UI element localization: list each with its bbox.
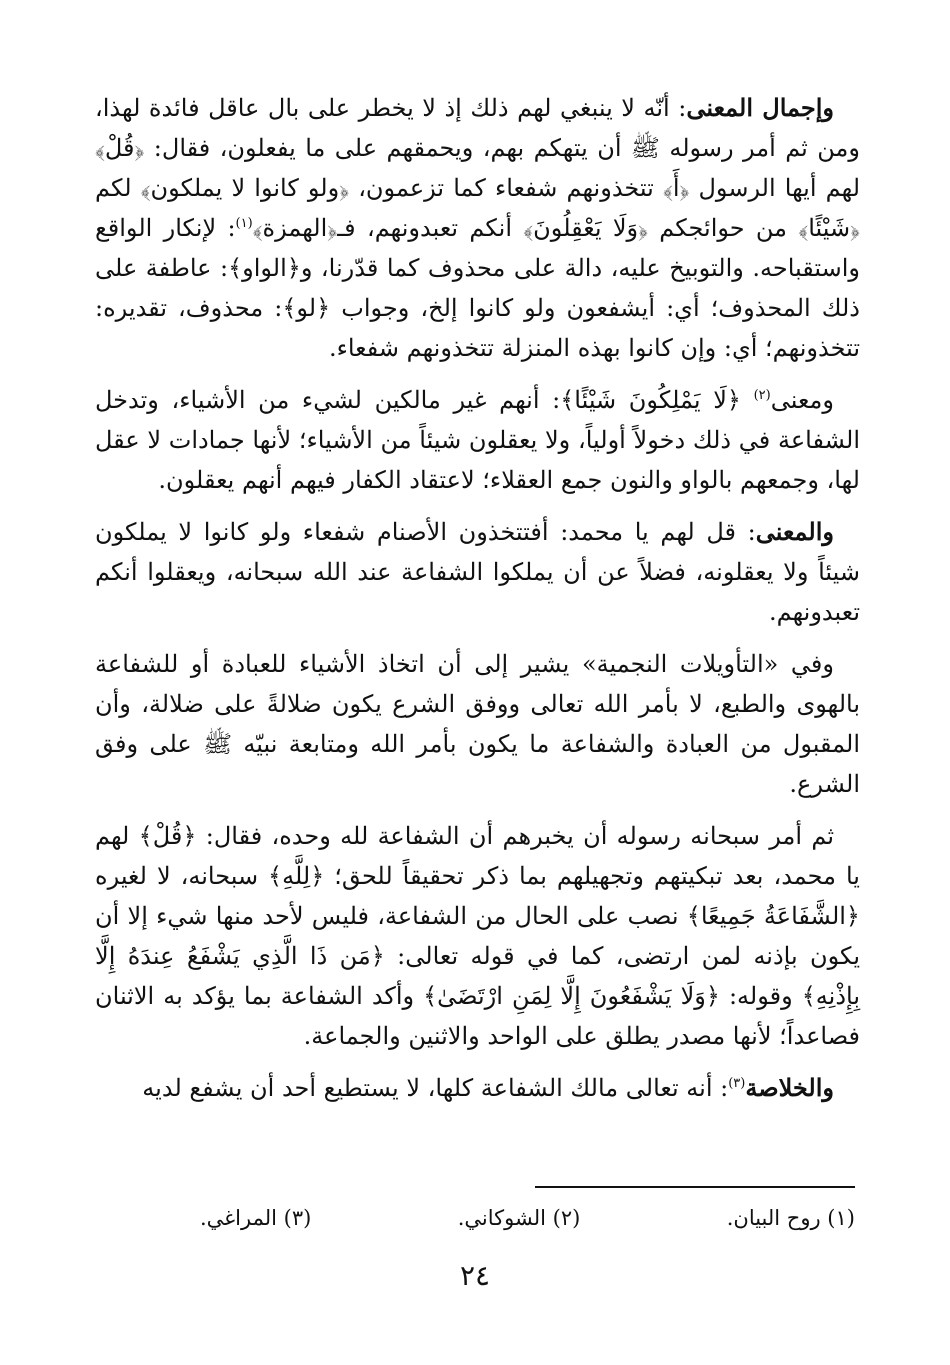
- paragraph-text: [95, 644, 860, 804]
- paragraph-continuation: ﴿لَا يَمْلِكُونَ شَيْئًا﴾: أنهم غير مالكين لشيء من الأشياء، وتدخل الشفاعة في ذلك دخولاً أولياً، ولا يعقلون شيئاً من الأشياء؛ لأنها جمادات لا عقل لها، وجمعهم بالواو والنون جمع العقلاء؛ لاعتقاد الكفار فيهم أنهم يعقلون.: [95, 386, 860, 494]
- paragraph-text: [95, 1068, 860, 1108]
- paragraph-lead: والخلاصة: [745, 1073, 834, 1102]
- paragraph-4: [95, 644, 860, 804]
- footnote-3: (٣) المراغي.: [200, 1206, 312, 1230]
- paragraph-text: [95, 88, 860, 368]
- page-body: [95, 88, 860, 1120]
- paragraph-text: [95, 816, 860, 1056]
- page-number: ٢٤: [459, 1259, 491, 1292]
- footnote-marker: (٢): [753, 388, 771, 403]
- paragraph-3: [95, 512, 860, 632]
- paragraph-text: [95, 380, 860, 500]
- paragraph-body: ومعنى: [770, 386, 834, 414]
- paragraph-1: [95, 88, 860, 368]
- paragraph-2: [95, 380, 860, 500]
- paragraph-lead: والمعنى: [755, 517, 834, 546]
- paragraph-text: [95, 512, 860, 632]
- footnote-marker: (١): [235, 216, 253, 231]
- paragraph-body: : قل لهم يا محمد: أفتتخذون الأصنام شفعاء ولو كانوا لا يملكون شيئاً ولا يعقلونه، فضلاً عن أن يملكوا الشفاعة عند الله سبحانه، ويعقلوا أنكم تعبدونهم.: [95, 518, 860, 626]
- footnotes: [200, 1203, 855, 1233]
- paragraph-body: ثم أمر سبحانه رسوله أن يخبرهم أن الشفاعة لله وحده، فقال: ﴿قُلْ﴾ لهم يا محمد، بعد تبكيتهم وتجهيلهم بما ذكر تحقيقاً للحق؛ ﴿لِلَّهِ﴾ سبحانه، لا لغيره ﴿الشَّفَاعَةُ جَمِيعًا﴾ نصب على الحال من الشفاعة، فليس لأحد منها شيء إلا أن يكون بإذنه لمن ارتضى، كما في قوله تعالى: ﴿مَن ذَا الَّذِي يَشْفَعُ عِندَهُ إِلَّا بِإِذْنِهِ﴾ وقوله: ﴿وَلَا يَشْفَعُونَ إِلَّا لِمَنِ ارْتَضَىٰ﴾ وأكد الشفاعة بما يؤكد به الاثنان فصاعداً؛ لأنها مصدر يطلق على الواحد والاثنين والجماعة.: [95, 822, 860, 1050]
- paragraph-5: [95, 816, 860, 1056]
- paragraph-body: وفي «التأويلات النجمية» يشير إلى أن اتخاذ الأشياء للعبادة أو للشفاعة بالهوى والطبع، لا بأمر الله تعالى ووفق الشرع يكون ضلالةً على ضلالة، وأن المقبول من العبادة والشفاعة ما يكون بأمر الله ومتابعة نبيّه ﷺ على وفق الشرع.: [95, 650, 860, 798]
- paragraph-6: [95, 1068, 860, 1108]
- paragraph-continuation: : أنه تعالى مالك الشفاعة كلها، لا يستطيع أحد أن يشفع لديه: [142, 1074, 729, 1102]
- footnote-divider: [535, 1186, 855, 1188]
- footnote-marker: (٣): [728, 1076, 746, 1091]
- paragraph-continuation: : لإنكار الواقع واستقباحه. والتوبيخ عليه، دالة على محذوف كما قدّرنا، و﴿الواو﴾: عاطفة على ذلك المحذوف؛ أي: أيشفعون ولو كانوا إلخ، وجواب ﴿لو﴾: محذوف، تقديره: تتخذونهم؛ أي: وإن كانوا بهذه المنزلة تتخذونهم شفعاء.: [95, 214, 860, 362]
- paragraph-body: : أنّه لا ينبغي لهم ذلك إذ لا يخطر على بال عاقل فائدة لهذا، ومن ثم أمر رسوله ﷺ أن يتهكم بهم، ويحمقهم على ما يفعلون، فقال: ﴿قُلْ﴾ لهم أيها الرسول ﴿أَ﴾ تتخذونهم شفعاء كما تزعمون، ﴿ولو كانوا لا يملكون﴾ لكم ﴿شَيْئًا﴾ من حوائجكم ﴿وَلَا يَعْقِلُونَ﴾ أنكم تعبدونهم، فـ﴿الهمزة﴾: [95, 94, 860, 242]
- footnote-2: (٢) الشوكاني.: [457, 1206, 581, 1230]
- footnote-1: (١) روح البيان.: [726, 1206, 855, 1230]
- paragraph-lead: وإجمال المعنى: [686, 93, 834, 122]
